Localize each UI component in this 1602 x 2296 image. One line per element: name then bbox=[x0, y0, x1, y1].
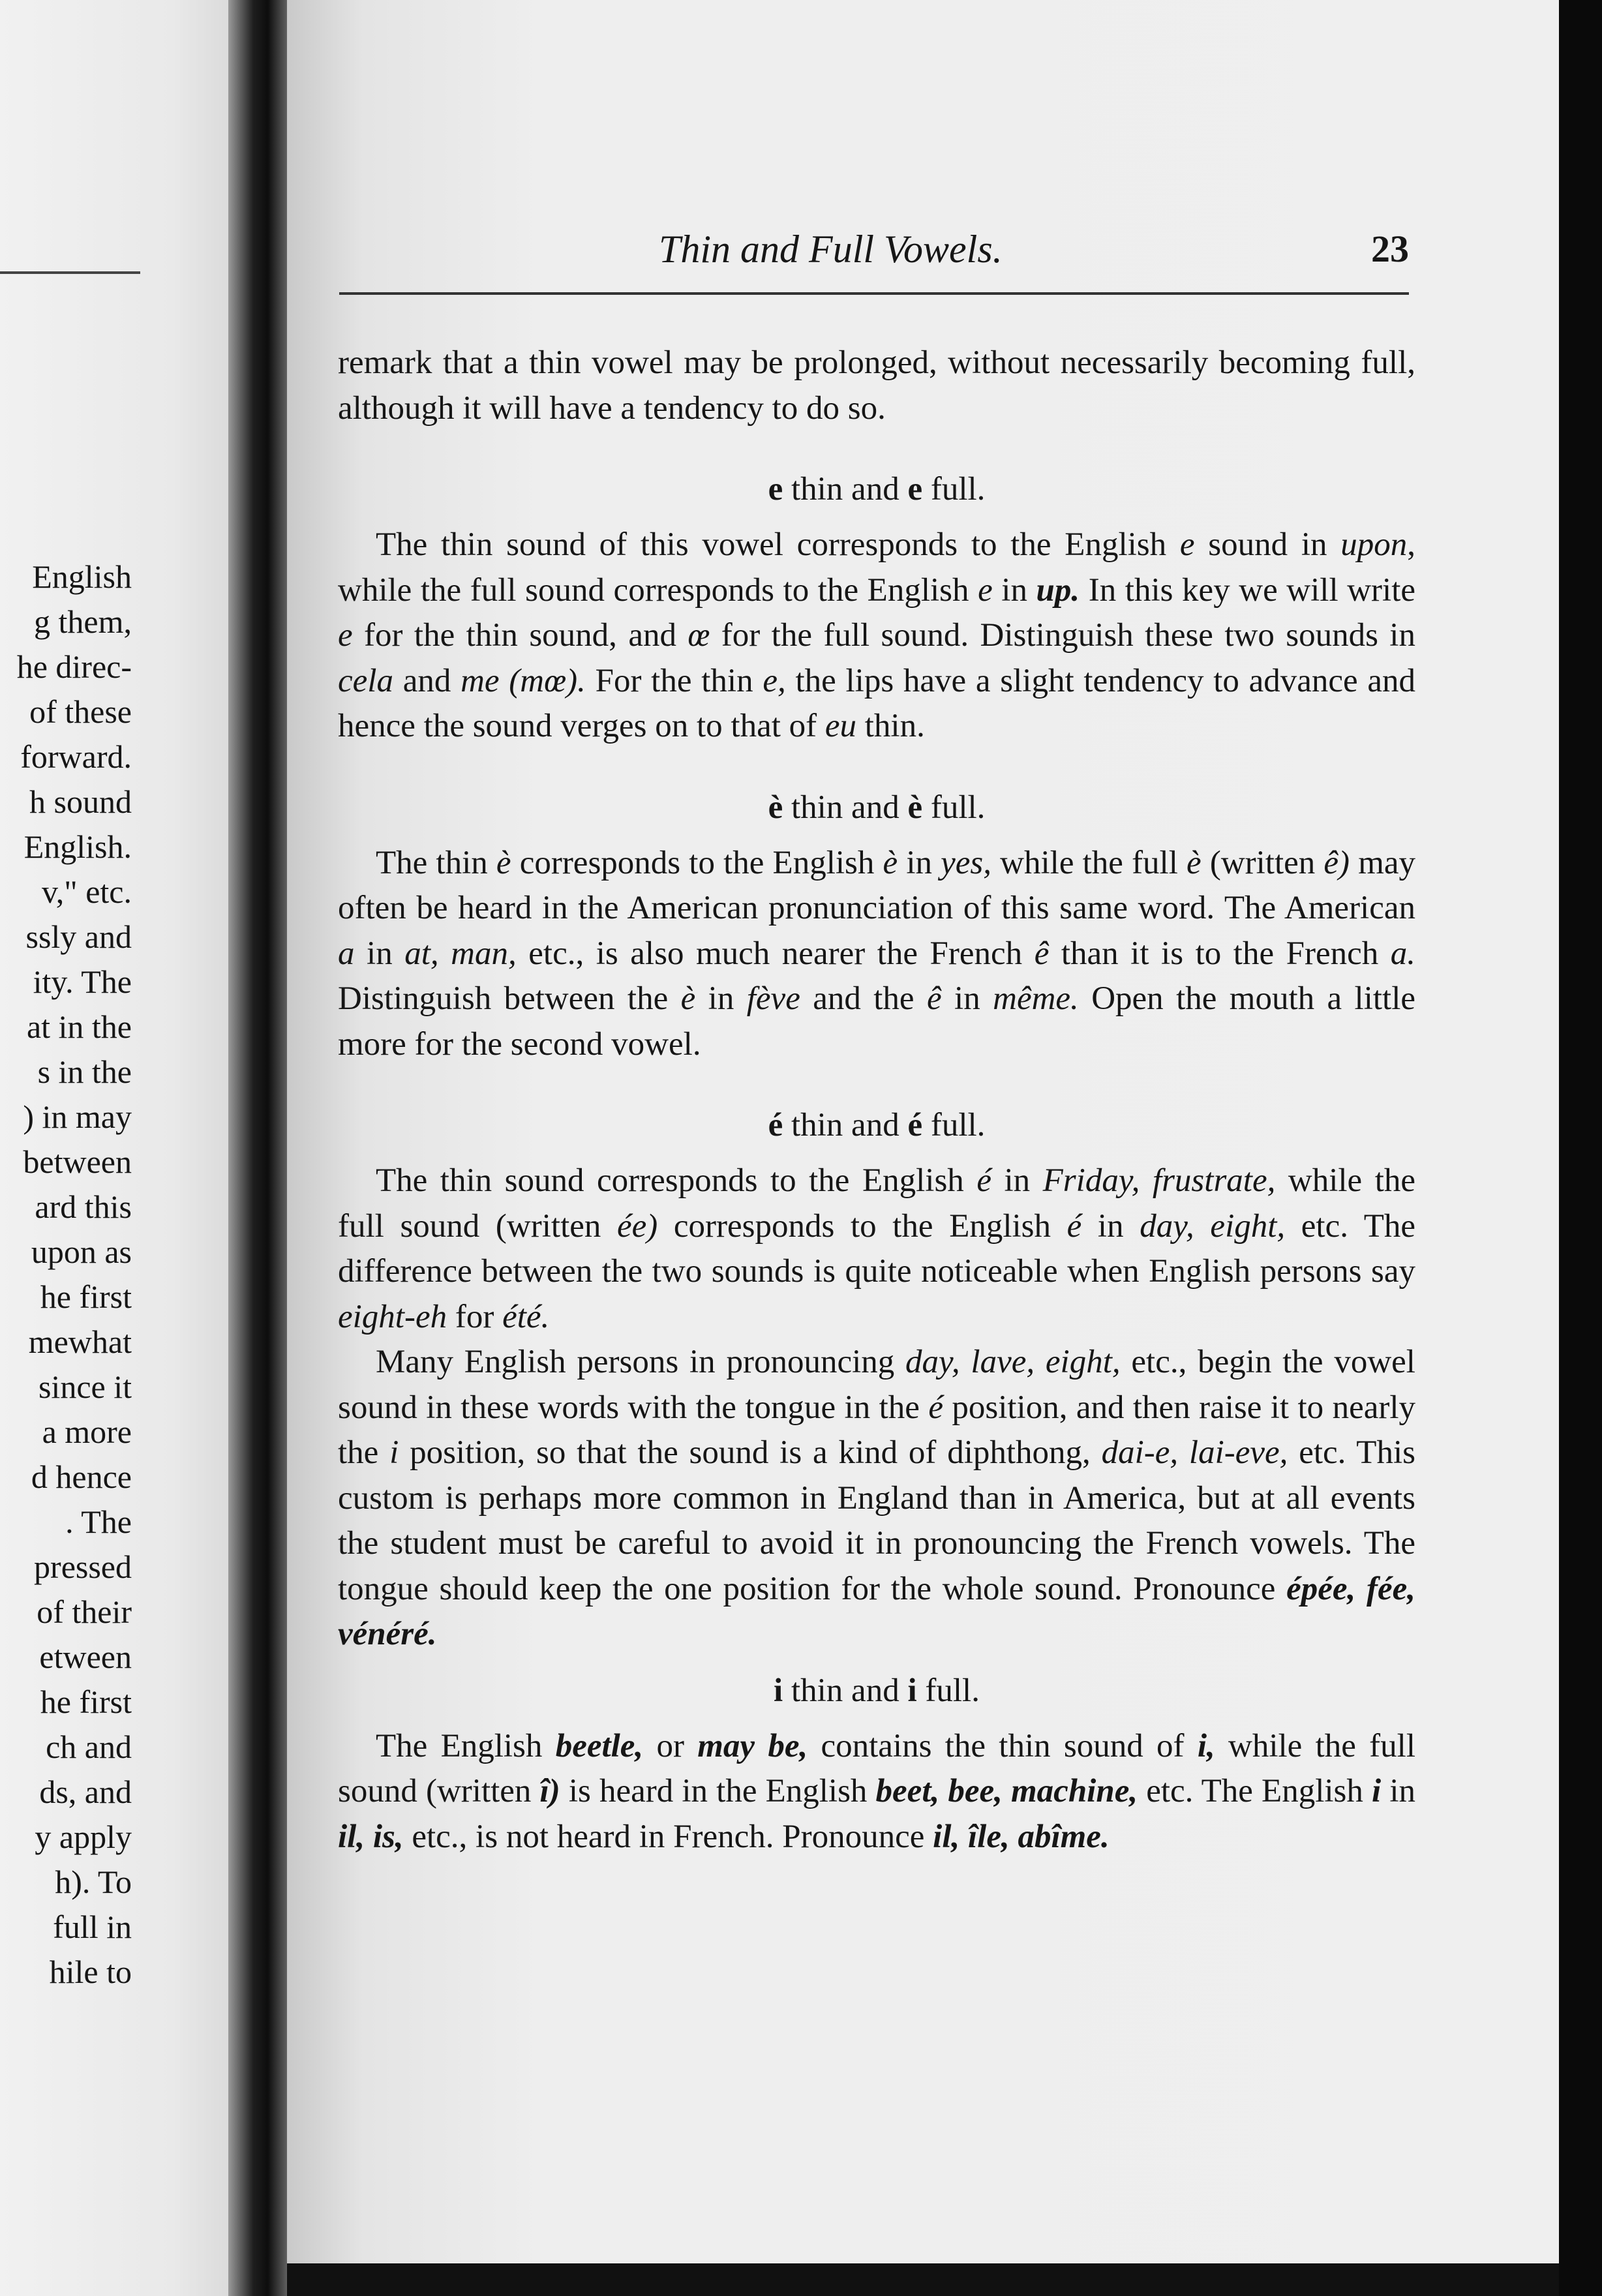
left-line: pressed bbox=[34, 1548, 132, 1585]
intro-paragraph: remark that a thin vowel may be prolonged, without necessarily becoming full, although it will have a tendency to do so. bbox=[338, 344, 1415, 427]
left-line: ssly and bbox=[25, 918, 132, 955]
paragraph-e-grave: The thin è corresponds to the English è in yes, while the full è (written ê) may often be heard in the American pronunciation of this same word. The American a in at, man, etc., is also much nearer the French ê than it is to the French a. Distinguish between the è in fève and the ê in même. Open the mouth a little more for the second vowel. bbox=[338, 844, 1416, 1063]
left-line: ds, and bbox=[39, 1774, 132, 1810]
left-line: of these bbox=[29, 693, 132, 730]
left-line: a more bbox=[42, 1413, 132, 1450]
left-line: since it bbox=[38, 1368, 132, 1405]
left-line: mewhat bbox=[28, 1323, 132, 1360]
left-line: at in the bbox=[26, 1008, 132, 1045]
left-line: forward. bbox=[20, 738, 132, 775]
left-line: English bbox=[32, 558, 132, 595]
paragraph-i: The English beetle, or may be, contains the thin sound of i, while the full sound (written î) is heard in the English beet, bee, machine, etc. The English i in il, is, etc., is not heard in French. Pronounce il, île, abîme. bbox=[338, 1727, 1415, 1855]
left-line: y apply bbox=[35, 1819, 132, 1855]
left-line: h sound bbox=[29, 783, 132, 820]
section-heading-e-acute: é thin and é full. bbox=[768, 1107, 986, 1143]
left-line: ) in may bbox=[23, 1098, 132, 1135]
left-line: he first bbox=[40, 1684, 132, 1720]
left-line: s in the bbox=[37, 1053, 132, 1090]
paragraph-e-acute-2: Many English persons in pronouncing day, lave, eight, etc., begin the vowel sound in these words with the tongue in the é position, and then raise it to nearly the i position, so that the sound is a kind of diphthong, dai-e, lai-eve, etc. This custom is perhaps more common in England than in America, but at all events the student must be careful to avoid it in pronouncing the French vowels. The tongue should keep the one position for the whole sound. Pronounce épée, fée, vénéré. bbox=[338, 1344, 1415, 1652]
left-line: ity. The bbox=[33, 963, 132, 1000]
left-line: v," etc. bbox=[42, 873, 132, 910]
header-rule bbox=[339, 292, 1409, 295]
left-page-text-fragment bbox=[0, 554, 228, 1995]
scan-right-border bbox=[1559, 0, 1602, 2296]
left-line: full in bbox=[53, 1909, 132, 1945]
section-heading-i: i thin and i full. bbox=[774, 1672, 980, 1709]
left-line: . The bbox=[65, 1503, 132, 1540]
left-line: ard this bbox=[35, 1188, 132, 1225]
left-line: upon as bbox=[31, 1233, 132, 1270]
left-line: between bbox=[23, 1143, 132, 1180]
left-line: h). To bbox=[55, 1864, 132, 1900]
page-header bbox=[339, 227, 1409, 273]
left-line: English. bbox=[23, 828, 132, 865]
left-line: ch and bbox=[46, 1729, 132, 1765]
paragraph-e-acute-1: The thin sound corresponds to the English é in Friday, frustrate, while the full sound (written ée) corresponds to the English é in day, eight, etc. The difference between the two sounds is quite noticeable when English persons say eight-eh for été. bbox=[338, 1162, 1415, 1335]
left-line: hile to bbox=[49, 1954, 132, 1990]
paragraph-e: The thin sound of this vowel corresponds to the English e sound in upon, while the full sound corresponds to the English e in up. In this key we will write e for the thin sound, and œ for the full sound. Distinguish these two sounds in cela and me (mœ). For the thin e, the lips have a slight tendency to advance and hence the sound verges on to that of eu thin. bbox=[338, 526, 1416, 744]
section-heading-e-grave: è thin and è full. bbox=[768, 789, 986, 826]
left-line: g them, bbox=[34, 603, 132, 640]
left-line: he direc- bbox=[16, 648, 132, 685]
left-line: of their bbox=[37, 1594, 132, 1630]
page-number: 23 bbox=[1371, 228, 1409, 270]
left-line: d hence bbox=[31, 1458, 132, 1495]
left-line: etween bbox=[39, 1639, 132, 1675]
section-heading-e: e thin and e full. bbox=[768, 471, 986, 507]
left-page-header-rule bbox=[0, 271, 140, 274]
page-body bbox=[338, 340, 1415, 1860]
left-line: he first bbox=[40, 1278, 132, 1315]
running-title: Thin and Full Vowels. bbox=[659, 228, 1003, 271]
scan-bottom-border bbox=[287, 2263, 1559, 2296]
